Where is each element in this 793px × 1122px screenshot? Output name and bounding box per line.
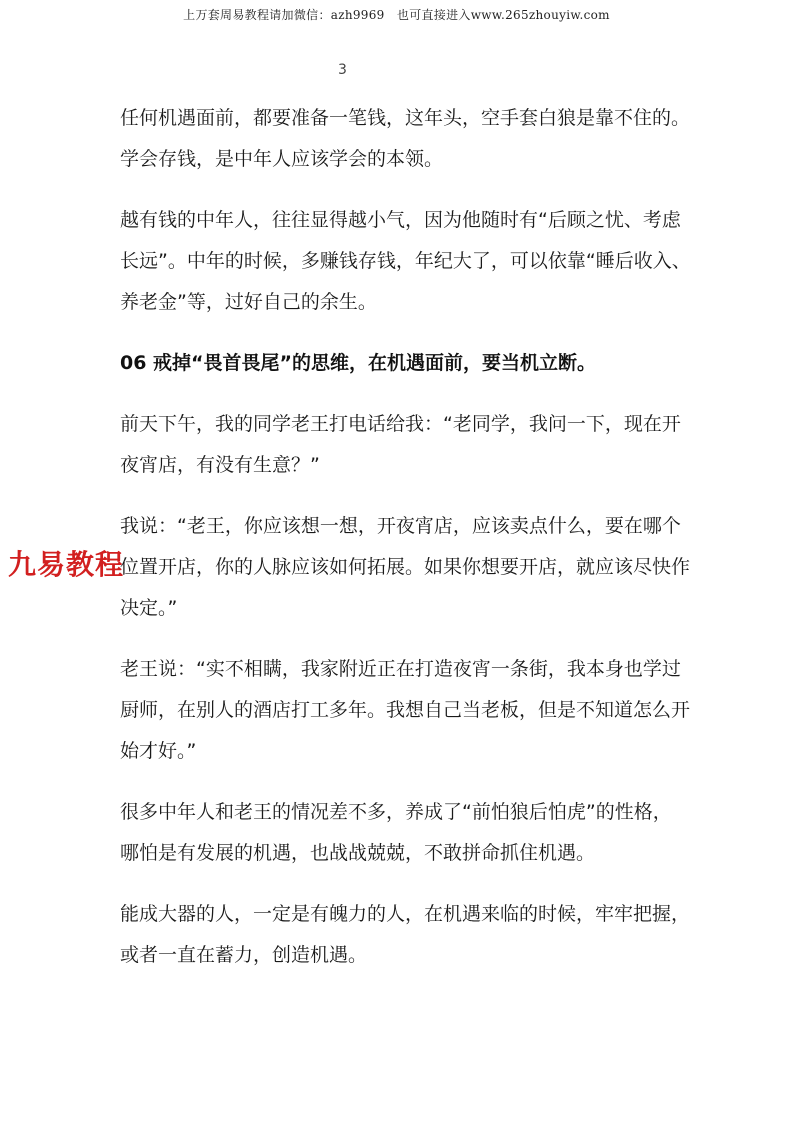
text-line: 很多中年人和老王的情况差不多，养成了“前怕狼后怕虎”的性格， bbox=[120, 801, 672, 823]
text-line: 始才好。” bbox=[120, 740, 197, 762]
header-contact-note: 上万套周易教程请加微信：azh9969 也可直接进入www.265zhouyiw.com bbox=[183, 8, 610, 22]
text-line: 学会存钱，是中年人应该学会的本领。 bbox=[120, 148, 444, 170]
heading-line: 06 戒掉“畏首畏尾”的思维，在机遇面前，要当机立断。 bbox=[120, 352, 597, 374]
text-line: 长远”。中年的时候，多赚钱存钱，年纪大了，可以依靠“睡后收入、 bbox=[120, 250, 691, 272]
paragraph-2 bbox=[120, 200, 691, 323]
text-line: 或者一直在蓄力，创造机遇。 bbox=[120, 944, 368, 966]
text-line: 夜宵店，有没有生意？” bbox=[120, 454, 320, 476]
text-line: 我说：“老王，你应该想一想，开夜宵店，应该卖点什么，要在哪个 bbox=[120, 515, 681, 537]
paragraph-5 bbox=[120, 649, 691, 772]
text-line: 老王说：“实不相瞒，我家附近正在打造夜宵一条街，我本身也学过 bbox=[120, 658, 681, 680]
paragraph-7 bbox=[120, 894, 691, 976]
paragraph-3 bbox=[120, 404, 680, 486]
text-line: 前天下午，我的同学老王打电话给我：“老同学，我问一下，现在开 bbox=[120, 413, 681, 435]
paragraph-1 bbox=[120, 98, 691, 180]
text-line: 任何机遇面前，都要准备一笔钱，这年头，空手套白狼是靠不住的。 bbox=[120, 107, 691, 129]
article-body bbox=[120, 98, 691, 996]
text-line: 养老金”等，过好自己的余生。 bbox=[120, 291, 377, 313]
text-line: 越有钱的中年人，往往显得越小气，因为他随时有“后顾之忧、考虑 bbox=[120, 209, 681, 231]
text-line: 决定。” bbox=[120, 597, 178, 619]
section-heading-06 bbox=[120, 343, 680, 384]
text-line: 位置开店，你的人脉应该如何拓展。如果你想要开店，就应该尽快作 bbox=[120, 556, 691, 578]
text-line: 哪怕是有发展的机遇，也战战兢兢，不敢拼命抓住机遇。 bbox=[120, 842, 596, 864]
paragraph-6 bbox=[120, 792, 680, 874]
text-line: 能成大器的人，一定是有魄力的人，在机遇来临的时候，牢牢把握， bbox=[120, 903, 691, 925]
watermark-logo: 九易教程 bbox=[8, 548, 125, 581]
paragraph-4 bbox=[120, 506, 691, 629]
page-number-fragment: 3 bbox=[338, 62, 347, 78]
text-line: 厨师，在别人的酒店打工多年。我想自己当老板，但是不知道怎么开 bbox=[120, 699, 691, 721]
